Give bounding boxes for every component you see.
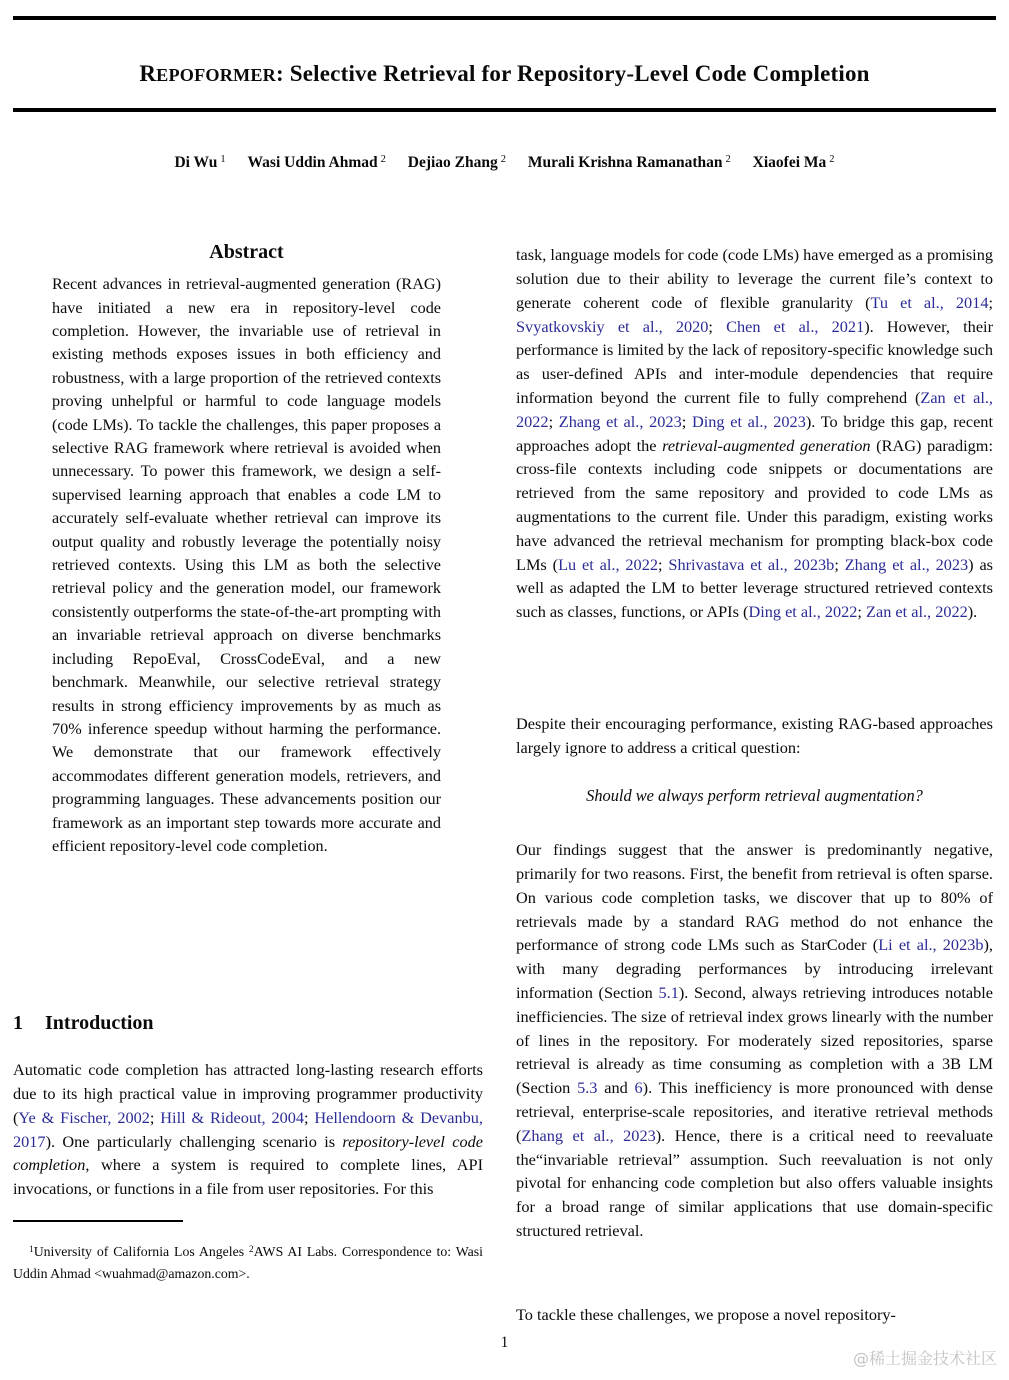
right-column-paragraph-4: To tackle these challenges, we propose a novel repository-: [516, 1305, 896, 1325]
author: [408, 154, 506, 172]
citation-link[interactable]: Zan et al., 2022: [866, 602, 968, 622]
citation-link[interactable]: Ye & Fischer, 2002: [18, 1107, 150, 1127]
citation-link[interactable]: Tu et al., 2014: [870, 292, 989, 312]
title-divider-rule: [13, 108, 996, 112]
introduction-paragraph: Automatic code completion has attracted long-lasting research efforts due to its high practical value in improving programmer productivity (Ye & Fischer, 2002; Hill & Rideout, 2004; Hellendoorn & Devanbu, 2017). One particularly challenging scenario is repository-level code completion, where a system is required to complete lines, API invocations, or functions in a file from user repositories. For this: [13, 1060, 483, 1199]
citation-link[interactable]: Hellendoorn & Devanbu, 2017: [13, 1107, 483, 1151]
section-number: 1: [13, 1011, 23, 1034]
citation-link[interactable]: 5.1: [658, 983, 679, 1003]
abstract-text: Recent advances in retrieval-augmented generation (RAG) have initiated a new era in repository-level code completion. However, the invariable use of retrieval in existing methods exposes issues in both efficiency and robustness, with a large proportion of the retrieved contexts proving unhelpful or harmful to code language models (code LMs). To tackle the challenges, this paper proposes a selective RAG framework where retrieval is avoided when unnecessary. To power this framework, we design a self-supervised learning approach that enables a code LM to accurately self-evaluate whether retrieval can improve its output quality and robustly leverage the potentially noisy retrieved contexts. Using this LM as both the selective retrieval policy and the generation model, our framework consistently outperforms the state-of-the-art prompting with an invariable retrieval approach on diverse benchmarks including RepoEval, CrossCodeEval, and a new benchmark. Meanwhile, our selective retrieval strategy results in strong efficiency improvements by as much as 70% inference speedup without harming the performance. We demonstrate that our framework effectively accommodates different generation models, retrievers, and programming languages. These advancements position our framework as an important step towards more accurate and efficient repository-level code completion.: [52, 275, 441, 855]
paper-title: REPOFORMER: Selective Retrieval for Repository-Level Code Completion: [139, 61, 870, 87]
author-name: Dejiao Zhang: [407, 154, 498, 171]
author: [528, 154, 731, 172]
citation-link[interactable]: 5.3: [577, 1078, 598, 1098]
citation-link[interactable]: Hill & Rideout, 2004: [160, 1107, 305, 1127]
citation-link[interactable]: Chen et al., 2021: [726, 316, 865, 336]
citation-link[interactable]: Lu et al., 2022: [558, 554, 658, 574]
watermark-text: @稀土掘金技术社区: [852, 1349, 997, 1368]
author-name: Wasi Uddin Ahmad: [247, 154, 378, 171]
citation-link[interactable]: Zhang et al., 2023: [844, 554, 969, 574]
author-name: Di Wu: [174, 154, 218, 171]
citation-link[interactable]: Zhang et al., 2023: [521, 1125, 656, 1145]
author-name: Xiaofei Ma: [752, 154, 827, 171]
author: [753, 154, 835, 172]
top-rule: [13, 16, 996, 20]
citation-link[interactable]: Li et al., 2023b: [878, 935, 984, 955]
author-affiliation-sup: 2: [725, 154, 731, 166]
page-number: 1: [500, 1334, 509, 1351]
citation-link[interactable]: 6: [634, 1078, 643, 1098]
author: [248, 154, 386, 172]
right-column-paragraph-1: task, language models for code (code LMs) have emerged as a promising solution due to their ability to leverage the current file’s context to generate coherent code of flexible granularity (Tu et al., 2014; Svyatkovskiy et al., 2020; Chen et al., 2021). However, their performance is limited by the lack of repository-specific knowledge such as user-defined APIs and inter-module dependencies that require information beyond the current file to fully comprehend (Zan et al., 2022; Zhang et al., 2023; Ding et al., 2023). To bridge this gap, recent approaches adopt the retrieval-augmented generation (RAG) paradigm: cross-file contexts including code snippets or documentations are retrieved from the same repository and provided to code LMs as augmentations to the current file. Under this paradigm, existing works have advanced the retrieval mechanism for prompting black-box code LMs (Lu et al., 2022; Shrivastava et al., 2023b; Zhang et al., 2023) as well as adapted the LM to better leverage structured retrieved contexts such as classes, functions, or APIs (Ding et al., 2022; Zan et al., 2022).: [516, 245, 994, 622]
citation-link[interactable]: Zan et al., 2022: [516, 388, 993, 431]
author-affiliation-sup: 1: [220, 154, 226, 166]
footnote-affiliations: $^1$University of California Los Angeles $^2$AWS AI Labs. Correspondence to: Wasi Uddin Ahmad <wuahmad@amazon.com>.: [13, 1243, 483, 1282]
author-affiliation-sup: 2: [380, 154, 386, 166]
right-column-paragraph-3: Our findings suggest that the answer is predominantly negative, primarily for two reasons. First, the benefit from retrieval is often sparse. On various code completion tasks, we discover that up to 80% of retrievals made by a standard RAG method do not enhance the performance of strong code LMs such as StarCoder (Li et al., 2023b), with many degrading performances by introducing irrelevant information (Section 5.1). Second, always retrieving introduces notable inefficiencies. The size of retrieval index grows linearly with the number of lines in the repository. For moderately sized repositories, sparse retrieval is already as time consuming as completion with a 3B LM (Section 5.3 and 6). This inefficiency is more pronounced with dense retrieval, enterprise-scale repositories, and iterative retrieval methods (Zhang et al., 2023). Hence, there is a critical need to reevaluate the“invariable retrieval” assumption. Such reevaluation is not only pivotal for enhancing code completion but also offers valuable insights for a broad range of similar applications that use domain-specific structured retrieval.: [516, 840, 994, 1241]
abstract-heading: Abstract: [209, 240, 284, 263]
author: [174, 154, 225, 172]
author-affiliation-sup: 2: [500, 154, 507, 166]
citation-link[interactable]: Ding et al., 2023: [691, 411, 806, 431]
author-line: [0, 154, 1009, 172]
highlighted-research-question: Should we always perform retrieval augmentation?: [586, 786, 923, 806]
author-affiliation-sup: 2: [829, 154, 835, 166]
citation-link[interactable]: Ding et al., 2022: [748, 602, 858, 622]
section-title: Introduction: [45, 1011, 154, 1034]
citation-link[interactable]: Svyatkovskiy et al., 2020: [516, 316, 709, 336]
citation-link[interactable]: Zhang et al., 2023: [558, 411, 682, 431]
author-name: Murali Krishna Ramanathan: [527, 154, 723, 171]
citation-link[interactable]: Shrivastava et al., 2023b: [668, 554, 835, 574]
right-column-paragraph-2: Despite their encouraging performance, existing RAG-based approaches largely ignore to address a critical question:: [516, 714, 993, 758]
footnote-rule: [13, 1220, 183, 1222]
section-heading-introduction: [13, 1012, 154, 1035]
